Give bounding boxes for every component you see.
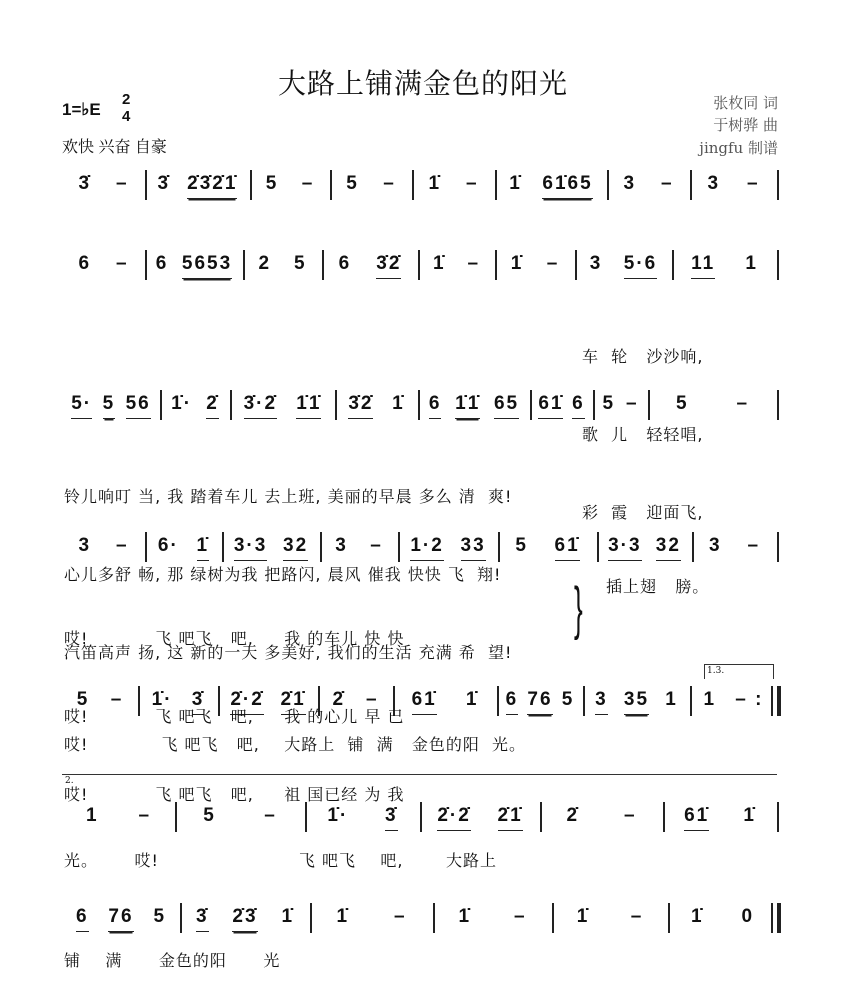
barline [495,170,497,200]
note-group: – [115,173,129,194]
note-group: 1 [85,805,99,826]
note-group: 1̇ [336,906,350,927]
note-group: – [625,393,639,414]
note-group: 5 [346,173,359,194]
measure [502,536,593,562]
note-group: 5 [76,689,90,710]
lyric-line: 哎! 飞 吧飞 吧, 祖 国已经 为 我 [64,785,405,804]
note-group: 2̇ [206,394,219,419]
time-signature [122,91,130,125]
note-group: 1̇· [151,689,173,710]
lyric-line: 车 轮 沙沙响, [582,347,704,366]
lyric-line: 哎! 飞 吧飞 吧, 我 的车儿 快 快 [64,629,405,648]
note-group: 3 [335,535,348,556]
note-group: 5 [515,535,528,556]
note-group: 56 [126,394,151,419]
note-group: 5 [103,394,116,419]
barline [777,250,779,280]
measure [499,254,571,280]
measure [314,907,429,933]
note-group: 3̇2̇ [376,254,401,279]
note-group: 76 [527,690,552,715]
measure [149,254,239,280]
measure [667,806,773,832]
note-group: 32 [656,536,681,561]
time-top: 2 [122,91,131,108]
measure [164,394,226,420]
lyricist-credit: 张枚同 词 [713,94,778,112]
measure [149,174,246,200]
note-group: 0 [741,906,755,927]
composer-credit: 于树骅 曲 [713,116,778,134]
measure [326,254,414,280]
note-group: 3̇ [196,907,209,932]
note-group: 3 [708,535,722,556]
barline [418,250,420,280]
note-group: 1̇ [458,906,472,927]
note-group: 5653 [182,254,232,279]
note-group: 3 [707,173,721,194]
note-group: – [264,805,277,826]
note-group: – [736,393,750,414]
note-group: 5 [265,173,279,194]
barline [530,390,532,420]
barline [322,250,324,280]
note-group: 1·2 [410,536,443,561]
final-barline [777,903,781,933]
key-signature: 1=♭E [62,100,101,119]
score-system [0,170,846,200]
lyric-line-tail: 插上翅 膀。 [606,577,710,596]
note-group: 3·3 [608,536,641,561]
note-group: – [301,173,315,194]
barline [690,686,692,716]
note-group: 6 [76,907,89,932]
measure [247,254,318,280]
note-group: 6 [155,253,169,274]
note-group: 5 [293,253,307,274]
lyrics-block-1 [582,292,704,578]
note-group: 3̇ [78,173,92,194]
barline [420,802,422,832]
note-group: 61̇65 [542,174,592,199]
note-group: – [393,906,407,927]
barline [777,802,779,832]
note-group: 6 [338,253,352,274]
lyric-line: 彩 霞 迎面飞, [582,503,704,522]
note-group: 1 [745,253,758,274]
measure [424,806,536,832]
barline [243,250,245,280]
note-group: – [623,805,637,826]
measure [611,174,686,200]
note-group: 1̇ [432,253,446,274]
score-system [0,250,846,280]
measure [579,254,668,280]
note-group: 5 [602,393,616,414]
barline [335,390,337,420]
note-group: 6 [429,394,442,419]
barline [777,532,779,562]
measure [587,690,686,716]
note-group: – [546,253,560,274]
volta-label: 2. [65,776,74,786]
measure [499,174,603,200]
note-group: 6 [78,253,92,274]
repeat-barline [777,686,781,716]
measure [422,254,491,280]
note-group: 6 [572,394,585,419]
note-group: – [467,253,481,274]
barline [540,802,542,832]
song-title: 大路上铺满金色的阳光 [277,67,568,100]
note-group: – [660,173,674,194]
measure [184,907,306,933]
note-group: 61̇ [555,536,580,561]
arranger-credit: jingfu 制谱 [699,139,778,157]
lyrics-block-6: 铺 满 金色的阳 光 [64,951,281,970]
barline [418,390,420,420]
measure [422,394,526,420]
note-group: 6 [506,690,519,715]
measure [254,174,326,200]
note-group: 76 [108,907,133,932]
note-group: 1̇ [690,906,704,927]
note-group: 2̇·2̇ [437,806,470,831]
barline [145,250,147,280]
measure [334,174,408,200]
note-group: – [465,173,479,194]
note-group: 1̇ [281,906,295,927]
note-group: 1̇ [510,253,524,274]
measure [696,536,773,562]
note-group: 2 [258,253,272,274]
measure [501,690,579,716]
note-group: 1̇1̇ [455,394,480,419]
note-group: 1̇ [197,536,210,561]
barline [672,250,674,280]
note-group: 61̇ [412,690,437,715]
barline [433,903,435,933]
note-group: 5 [675,393,689,414]
measure [544,806,659,832]
note-group: 61̇ [538,394,563,419]
barline [412,170,414,200]
note-group: 3 [623,173,637,194]
measure [66,174,141,200]
measure [694,174,773,200]
note-group: 1 [665,689,678,710]
note-group: – [746,173,760,194]
verse-brace: } [574,576,583,641]
note-group: 33 [461,536,486,561]
note-group: 1̇ [576,906,590,927]
note-group: 3 [589,253,603,274]
barline [583,686,585,716]
note-group: 6· [157,535,179,556]
measure [534,394,589,420]
note-group: – [365,689,379,710]
barline [250,170,252,200]
note-group: 2̇1̇ [281,690,306,715]
note-group: – [110,689,124,710]
note-group: – : [735,689,764,710]
note-group: 1̇ [392,393,405,414]
barline [180,903,182,933]
note-group: 5· [71,394,92,419]
lyric-line: 心儿多舒 畅, 那 绿树为我 把路闪, 晨风 催我 快快 飞 翔! [64,565,502,584]
note-group: 3̇ [157,173,171,194]
note-group: 3·3 [234,536,267,561]
measure [694,690,773,716]
score-system [0,903,846,933]
note-group: 2̇ [332,689,346,710]
note-group: 3 [78,535,92,556]
note-group: 5 [153,906,167,927]
measure [672,907,773,933]
barline [607,170,609,200]
note-group: 1 [703,689,717,710]
note-group: – [370,535,383,556]
note-group: 1̇· [171,393,193,414]
lyric-line: 铃儿响叮 当, 我 踏着车儿 去上班, 美丽的早晨 多么 清 爽! [64,487,513,506]
measure [437,907,548,933]
note-group: 61̇ [684,806,709,831]
note-group: 3̇ [385,806,398,831]
barline [668,903,670,933]
note-group: 1̇ [509,173,522,194]
tempo-mark: 欢快 兴奋 自豪 [62,139,167,156]
note-group: 2̇3̇2̇1̇ [187,174,237,199]
measure [66,907,176,933]
note-group: 2̇·2̇ [230,690,263,715]
note-group: – [513,906,527,927]
note-group: – [630,906,644,927]
note-group: 32 [283,536,308,561]
measure [556,907,664,933]
note-group: 1̇ [743,805,756,826]
measure [66,394,156,420]
barline [145,170,147,200]
barline [552,903,554,933]
note-group: – [383,173,396,194]
note-group: 3̇ [192,690,205,715]
measure [234,394,331,420]
barline [777,390,779,420]
note-group: 3̇·2̇ [244,394,277,419]
note-group: 1̇ [428,173,442,194]
barline [310,903,312,933]
note-group: – [138,805,152,826]
note-group: 3 [595,690,608,715]
note-group: – [115,253,129,274]
measure [339,394,414,420]
note-group: 3̇2̇ [348,394,373,419]
barline [230,390,232,420]
note-group: 2̇3̇ [232,907,257,932]
note-group: 35 [624,690,649,715]
note-group: 65 [494,394,519,419]
lyrics-block-3 [64,574,404,860]
barline [330,170,332,200]
note-group: 1̇1̇ [296,394,321,419]
lyrics-block-5: 光。 哎! 飞 吧飞 吧, 大路上 [64,851,498,870]
lyric-line: 汽笛高声 扬, 这 新的一天 多美好, 我们的生活 充满 希 望! [64,643,513,662]
lyrics-block-4: 哎! 飞 吧飞 吧, 大路上 铺 满 金色的阳 光。 [64,735,526,754]
barline [575,250,577,280]
note-group: 11 [691,254,715,279]
barline [777,170,779,200]
barline [495,250,497,280]
note-group: – [115,535,129,556]
note-group: 1̇ [465,689,479,710]
barline [160,390,162,420]
lyric-line: 歌 儿 轻轻唱, [582,425,704,444]
score-system [0,390,846,420]
note-group: 2̇ [566,805,580,826]
measure [676,254,773,280]
note-group: 5 [561,689,575,710]
measure [416,174,491,200]
note-group: 5·6 [624,254,657,279]
note-group: 1̇· [327,805,349,826]
barline [690,170,692,200]
note-group: – [747,535,761,556]
note-group: 5 [203,805,216,826]
barline [663,802,665,832]
note-group: 2̇1̇ [498,806,523,831]
volta-label: 1.3. [707,666,725,676]
time-bottom: 4 [122,108,131,125]
lyric-line: 哎! 飞 吧飞 吧, 我 的心儿 早 已 [64,707,405,726]
measure [66,254,141,280]
